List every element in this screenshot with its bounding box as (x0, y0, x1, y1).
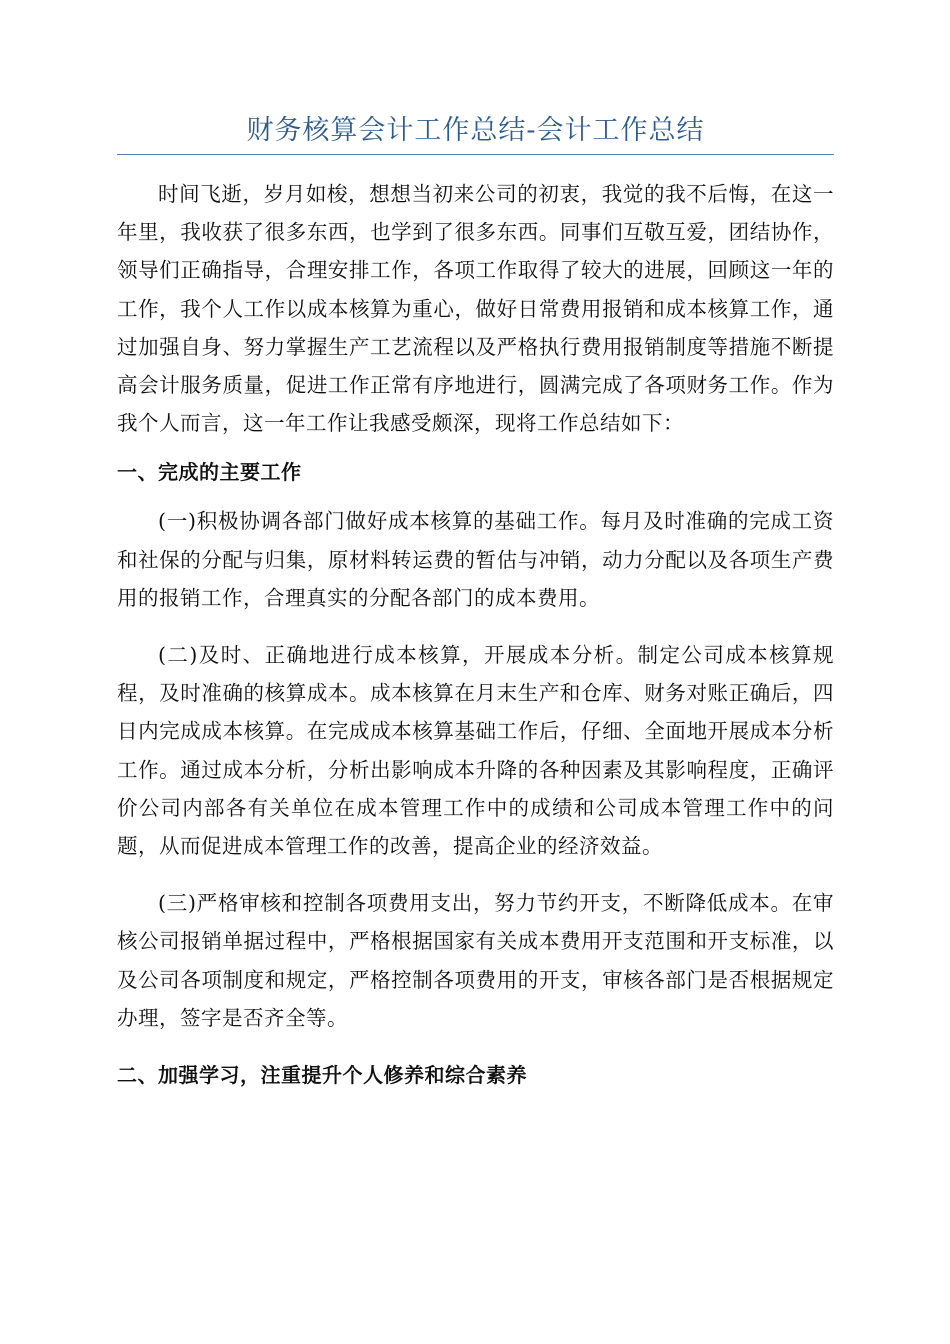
spacer (117, 442, 834, 453)
intro-paragraph: 时间飞逝，岁月如梭，想想当初来公司的初衷，我觉的我不后悔，在这一年里，我收获了很多东西，也学到了很多东西。同事们互敬互爱，团结协作，领导们正确指导，合理安排工作，各项工作取得了较大的进展，回顾这一年的工作，我个人工作以成本核算为重心，做好日常费用报销和成本核算工作，通过加强自身、努力掌握生产工艺流程以及严格执行费用报销制度等措施不断提高会计服务质量，促进工作正常有序地进行，圆满完成了各项财务工作。作为我个人而言，这一年工作让我感受颇深，现将工作总结如下： (117, 182, 834, 436)
section1-item-3: (三)严格审核和控制各项费用支出，努力节约开支，不断降低成本。在审核公司报销单据过程中，严格根据国家有关成本费用开支范围和开支标准，以及公司各项制度和规定，严格控制各项费用的开支，审核各部门是否根据规定办理，签字是否齐全等。 (117, 891, 834, 1030)
document-title: 财务核算会计工作总结-会计工作总结 (246, 115, 705, 146)
spacer (117, 1037, 834, 1056)
document-body (117, 175, 834, 1094)
spacer (117, 865, 834, 884)
title-underline (117, 154, 834, 155)
section-heading-1: 一、完成的主要工作 (117, 460, 302, 485)
section1-item-1: (一)积极协调各部门做好成本核算的基础工作。每月及时准确的完成工资和社保的分配与归集，原材料转运费的暂估与冲销，动力分配以及各项生产费用的报销工作，合理真实的分配各部门的成本费用。 (117, 509, 834, 610)
spacer (117, 617, 834, 636)
spacer (117, 491, 834, 502)
section-heading-2: 二、加强学习，注重提升个人修养和综合素养 (117, 1063, 527, 1088)
section1-item-2: (二)及时、正确地进行成本核算，开展成本分析。制定公司成本核算规程，及时准确的核算成本。成本核算在月末生产和仓库、财务对账正确后，四日内完成成本核算。在完成成本核算基础工作后，仔细、全面地开展成本分析工作。通过成本分析，分析出影响成本升降的各种因素及其影响程度，正确评价公司内部各有关单位在成本管理工作中的成绩和公司成本管理工作中的问题，从而促进成本管理工作的改善，提高企业的经济效益。 (117, 643, 834, 859)
